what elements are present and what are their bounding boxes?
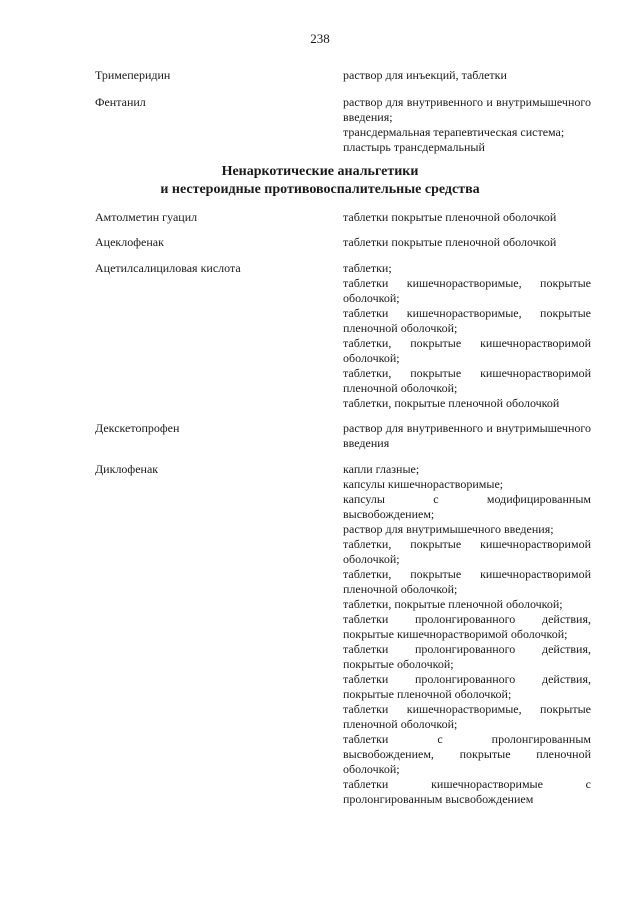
drug-form: таблетки кишечнорастворимые, покрытые пленочной оболочкой; — [343, 306, 591, 335]
drug-forms — [343, 462, 591, 807]
drug-form: капсулы кишечнорастворимые; — [343, 477, 504, 491]
drug-form: таблетки пролонгированного действия, покрытые пленочной оболочкой; — [343, 672, 591, 701]
drug-form: трансдермальная терапевтическая система; — [343, 125, 565, 139]
drug-form: раствор для внутримышечного введения; — [343, 522, 554, 536]
drug-name: Ацеклофенак — [95, 235, 164, 249]
drug-form: таблетки кишечнорастворимые с пролонгированным высвобождением — [343, 777, 591, 806]
drug-form: таблетки кишечнорастворимые, покрытые оболочкой; — [343, 276, 591, 305]
drug-form: таблетки; — [343, 261, 392, 275]
drug-form: раствор для инъекций, таблетки — [343, 68, 507, 82]
drug-name: Ацетилсалициловая кислота — [95, 261, 241, 275]
drug-form: таблетки, покрытые пленочной оболочкой; — [343, 597, 563, 611]
drug-form: таблетки, покрытые кишечнорастворимой пленочной оболочкой; — [343, 366, 591, 395]
drug-name: Тримеперидин — [95, 68, 171, 82]
drug-forms — [343, 235, 591, 250]
drug-form: таблетки, покрытые кишечнорастворимой оболочкой; — [343, 336, 591, 365]
page-number: 238 — [310, 31, 330, 46]
drug-form: таблетки с пролонгированным высвобождением, покрытые пленочной оболочкой; — [343, 732, 591, 776]
drug-form: таблетки, покрытые кишечнорастворимой пленочной оболочкой; — [343, 567, 591, 596]
drug-name: Амтолметин гуацил — [95, 210, 198, 224]
drug-name: Диклофенак — [95, 462, 159, 476]
drug-forms — [343, 421, 591, 451]
section-title-line-2: и нестероидные противовоспалительные средства — [160, 182, 480, 197]
drug-forms — [343, 68, 591, 83]
drug-forms — [343, 261, 591, 411]
drug-form: таблетки, покрытые пленочной оболочкой — [343, 396, 560, 410]
drug-form: таблетки пролонгированного действия, покрытые оболочкой; — [343, 642, 591, 671]
section-title-line-1: Ненаркотические анальгетики — [221, 164, 419, 179]
drug-name: Фентанил — [95, 95, 146, 109]
drug-form: таблетки покрытые пленочной оболочкой — [343, 235, 557, 249]
drug-form: таблетки покрытые пленочной оболочкой — [343, 210, 557, 224]
drug-form: таблетки, покрытые кишечнорастворимой оболочкой; — [343, 537, 591, 566]
drug-form: пластырь трансдермальный — [343, 140, 485, 154]
drug-form: таблетки кишечнорастворимые, покрытые пленочной оболочкой; — [343, 702, 591, 731]
drug-form: капсулы с модифицированным высвобождением; — [343, 492, 591, 521]
drug-form: таблетки пролонгированного действия, покрытые кишечнорастворимой оболочкой; — [343, 612, 591, 641]
drug-name: Декскетопрофен — [95, 421, 180, 435]
drug-forms — [343, 210, 591, 225]
drug-form: раствор для внутривенного и внутримышечного введения; — [343, 95, 591, 124]
drug-form: раствор для внутривенного и внутримышечного введения — [343, 421, 591, 450]
drug-forms — [343, 95, 591, 155]
drug-form: капли глазные; — [343, 462, 420, 476]
